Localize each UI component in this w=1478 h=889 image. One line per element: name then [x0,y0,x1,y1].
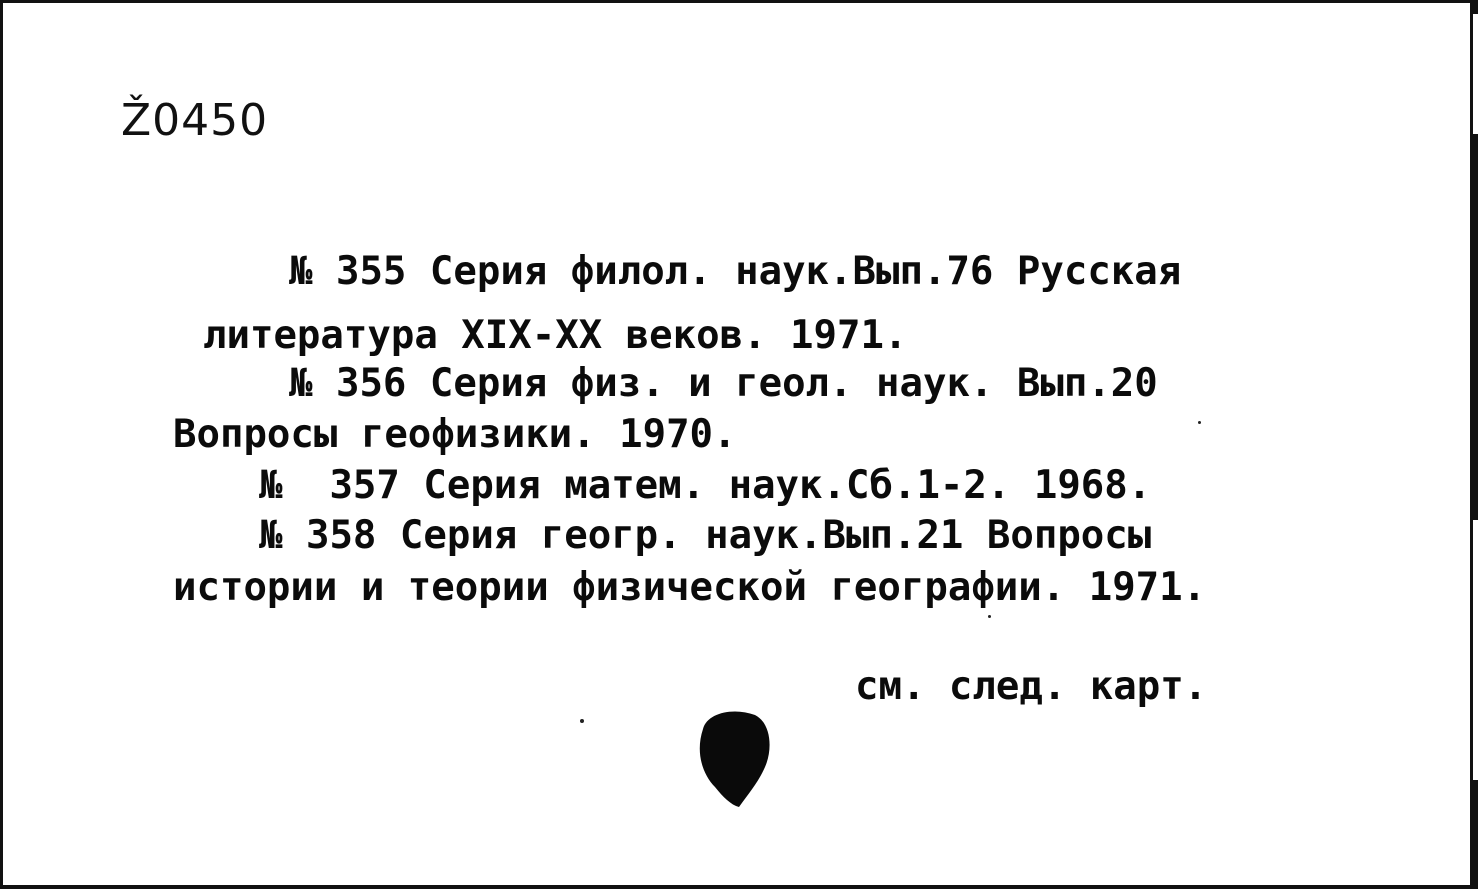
call-number: Ž0450 [121,95,269,146]
entry-358-line-2: истории и теории физической географии. 1971. [173,565,1207,610]
entry-355-line-1: № 355 Серия филол. наук.Вып.76 Русская [289,249,1182,294]
speck-mark [988,615,991,618]
entry-355-line-2: литература XIX-XX веков. 1971. [203,313,908,358]
speck-mark [580,719,584,723]
speck-mark [1198,421,1201,424]
card-right-edge [1470,0,1478,889]
entry-358-line-1: № 358 Серия геогр. наук.Вып.21 Вопросы [259,513,1152,558]
punch-hole-icon [693,709,771,809]
entry-356-line-2: Вопросы геофизики. 1970. [173,412,737,457]
entry-357-line: № 357 Серия матем. наук.Сб.1-2. 1968. [259,463,1152,508]
continued-note: см. след. карт. [855,664,1208,709]
entry-356-line-1: № 356 Серия физ. и геол. наук. Вып.20 [289,361,1158,406]
